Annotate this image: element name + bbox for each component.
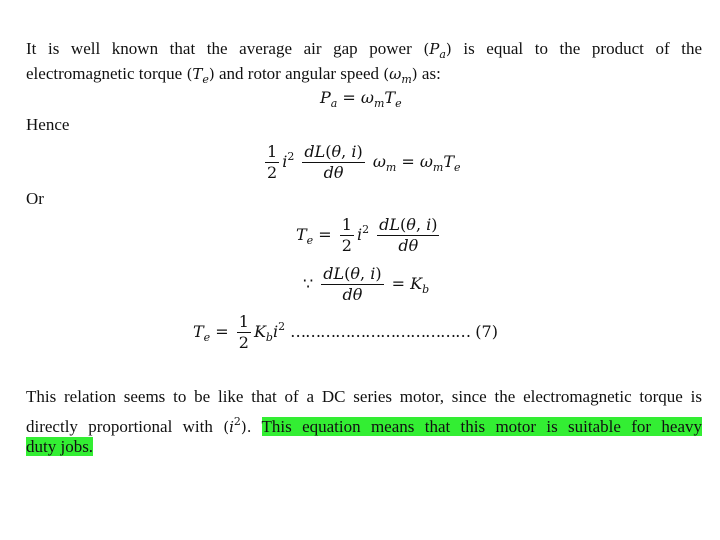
equation-power: $P_a = \omega_mT_e$ (320, 88, 402, 110)
dot-leader: ……………………………… (290, 322, 471, 341)
torque-symbol: $(T_e)$ (186, 65, 215, 86)
highlight-sentence-end: duty jobs. (26, 437, 94, 456)
paragraph2-line1: This relation seems to be like that of a DC series motor, since the electromagnetic torque is (26, 387, 702, 406)
paragraph2-line3 (26, 436, 93, 458)
or-label: Or (26, 189, 44, 208)
speed-symbol: $(\omega_m)$ (383, 65, 418, 86)
equation-7: $T_e$ = $\frac{1}{2}$ $K_bi^2$ ……………………………… (7) (193, 312, 498, 352)
equation-torque-balance: $\frac{1}{2}$ $i^2$ $\frac{dL(\theta, i)}{d\theta}$ $\omega_m = \omega_mT_e$ (267, 142, 461, 182)
equation-kb: ∵ $\frac{dL(\theta, i)}{d\theta}$ = $K_b$ (303, 264, 430, 304)
equation-torque: $T_e$ = $\frac{1}{2}$ $i^2$ $\frac{dL(\theta, i)}{d\theta}$ (296, 215, 438, 255)
current-squared-symbol: $(i^2)$. (223, 415, 252, 436)
air-gap-power-symbol: $(P_a)$ (423, 40, 452, 61)
paragraph2-line2: directly proportional with $(i^2)$. This equation means that this motor is suitable for heavy (26, 415, 703, 436)
highlight-sentence: This equation means that this motor is suitable for heavy (261, 417, 703, 436)
hence-label: Hence (26, 115, 70, 134)
paragraph1-line2: electromagnetic torque $(T_e)$ and rotor angular speed $(\omega_m)$ as: (26, 64, 441, 86)
paragraph1-line1: It is well known that the average air gap power $(P_a)$ is equal to the product of the (26, 39, 702, 61)
equation-number: (7) (475, 322, 498, 341)
